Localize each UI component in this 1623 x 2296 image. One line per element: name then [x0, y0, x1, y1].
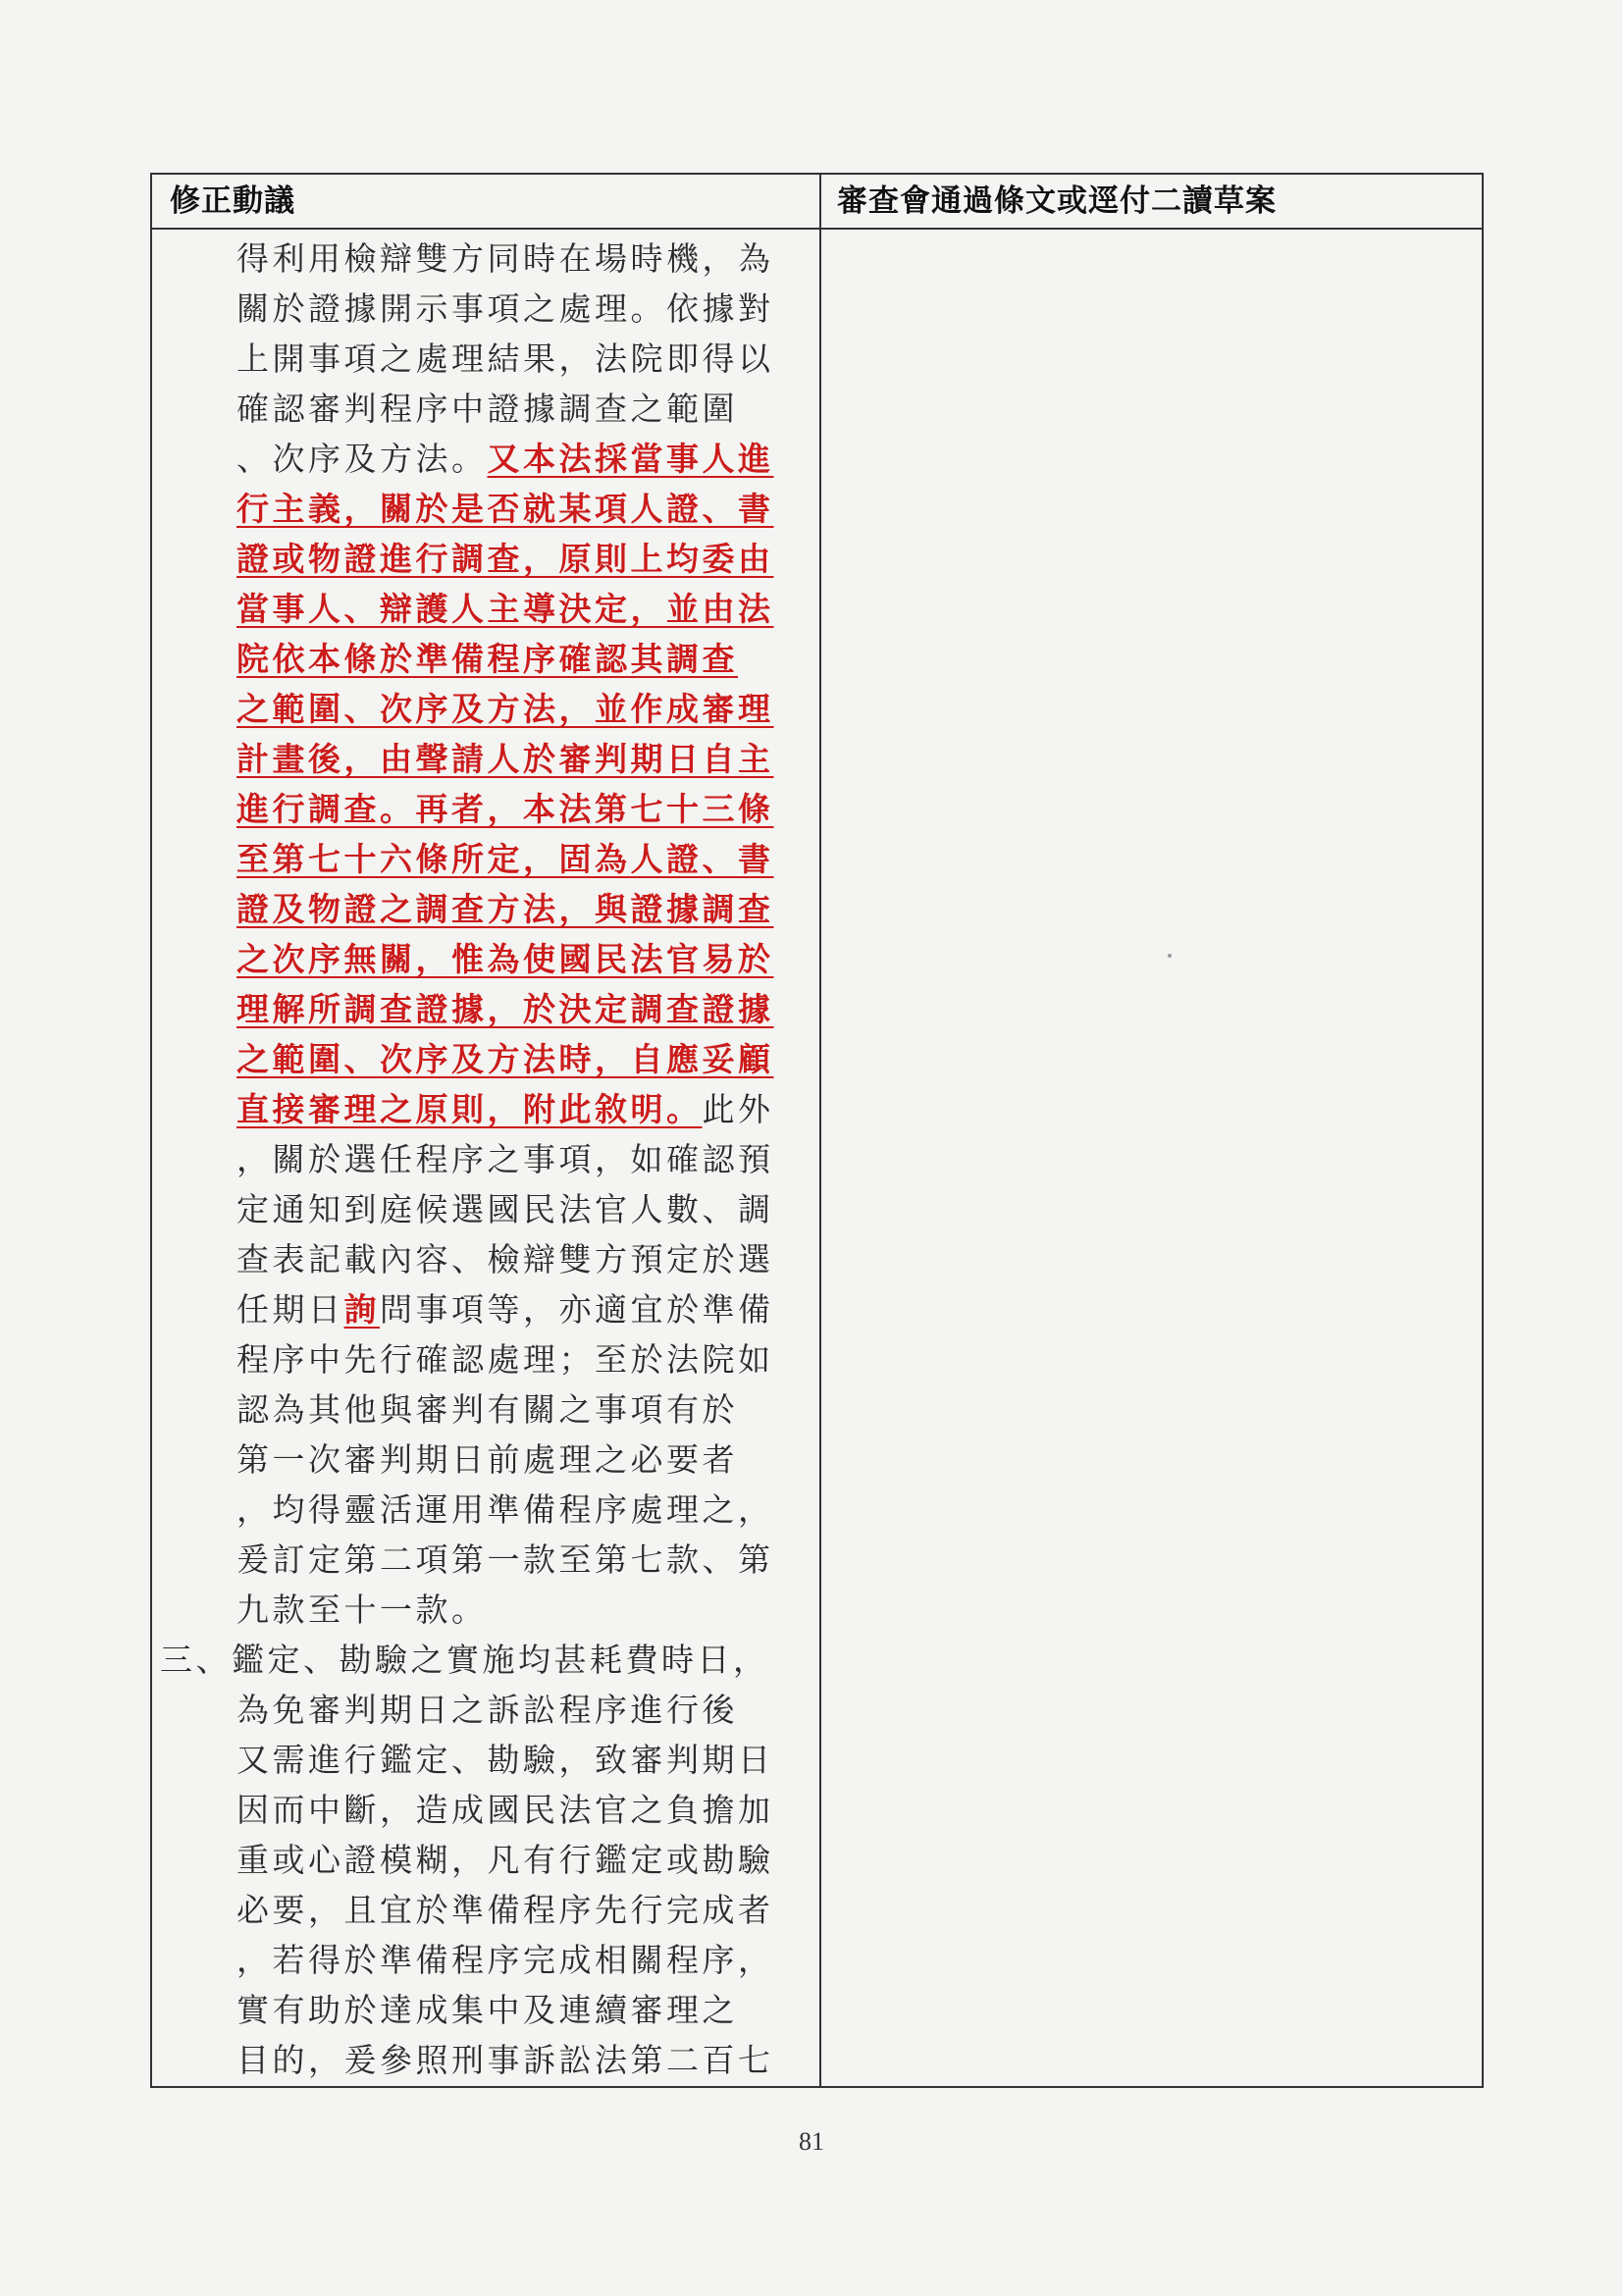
text-segment: 查表記載內容、檢辯雙方預定於選 — [236, 1240, 774, 1278]
highlighted-text: 行主義，關於是否就某項人證、書 — [236, 490, 774, 528]
text-line — [152, 1585, 817, 1635]
text-segment: 、次序及方法。 — [236, 440, 488, 478]
column-divider — [819, 175, 821, 2086]
header-amendment-motion: 修正動議 — [170, 183, 295, 219]
header-committee-text: 審查會通過條文或逕付二讀草案 — [837, 183, 1277, 219]
highlighted-text: 又本法採當事人進 — [487, 440, 774, 478]
highlighted-text: 當事人、辯護人主導決定，並由法 — [236, 590, 774, 628]
table-header-row — [152, 175, 1482, 230]
highlighted-text: 之範圍、次序及方法時，自應妥顧 — [236, 1040, 774, 1078]
text-line — [152, 1384, 817, 1435]
text-line — [152, 884, 817, 934]
highlighted-text: 證或物證進行調查，原則上均委由 — [236, 540, 774, 578]
text-segment: 重或心證模糊，凡有行鑑定或勘驗 — [236, 1841, 774, 1879]
text-line — [152, 1184, 817, 1234]
text-line — [152, 1635, 817, 1685]
highlighted-text: 直接審理之原則，附此敘明。 — [236, 1090, 703, 1128]
text-line — [152, 1084, 817, 1134]
highlighted-text: 理解所調查證據，於決定調查證據 — [236, 990, 774, 1028]
highlighted-text: 證及物證之調查方法，與證據調查 — [236, 890, 774, 928]
highlighted-text: 計畫後，由聲請人於審判期日自主 — [236, 740, 774, 778]
text-line — [152, 1134, 817, 1184]
text-segment: ，關於選任程序之事項，如確認預 — [236, 1140, 774, 1178]
text-segment: ，若得於準備程序完成相關程序， — [236, 1941, 774, 1979]
text-line — [152, 2035, 817, 2085]
text-line — [152, 584, 817, 634]
text-line — [152, 784, 817, 834]
text-segment: 程序中先行確認處理；至於法院如 — [236, 1340, 774, 1379]
text-line — [152, 1835, 817, 1885]
text-line — [152, 1935, 817, 1985]
highlighted-text: 之範圍、次序及方法，並作成審理 — [236, 690, 774, 728]
text-line — [152, 1735, 817, 1785]
text-line — [152, 1234, 817, 1284]
highlighted-text: 詢 — [343, 1290, 380, 1329]
highlighted-text: 至第七十六條所定，固為人證、書 — [236, 840, 774, 878]
text-line — [152, 1034, 817, 1084]
text-line — [152, 234, 817, 284]
text-segment: 為免審判期日之訴訟程序進行後 — [236, 1691, 738, 1729]
text-segment: 此外 — [702, 1090, 774, 1128]
text-line — [152, 1985, 817, 2035]
text-line — [152, 334, 817, 384]
text-segment: 九款至十一款。 — [236, 1591, 488, 1629]
page-number: 81 — [799, 2127, 824, 2156]
amendment-text-cell — [152, 234, 817, 2085]
text-line — [152, 934, 817, 984]
text-segment: 實有助於達成集中及連續審理之 — [236, 1991, 738, 2029]
text-segment: 上開事項之處理結果，法院即得以 — [236, 339, 774, 378]
text-segment: ，均得靈活運用準備程序處理之， — [236, 1490, 774, 1529]
text-segment: 確認審判程序中證據調查之範圍 — [236, 390, 738, 428]
text-segment: 認為其他與審判有關之事項有於 — [236, 1390, 738, 1429]
text-segment: 問事項等，亦適宜於準備 — [380, 1290, 774, 1329]
highlighted-text: 進行調查。再者，本法第七十三條 — [236, 790, 774, 828]
text-line — [152, 534, 817, 584]
text-line — [152, 684, 817, 734]
text-line — [152, 1334, 817, 1384]
highlighted-text: 之次序無關，惟為使國民法官易於 — [236, 940, 774, 978]
text-segment: 第一次審判期日前處理之必要者 — [236, 1440, 738, 1479]
text-segment: 任期日 — [236, 1290, 344, 1329]
text-segment: 必要，且宜於準備程序先行完成者 — [236, 1891, 774, 1929]
text-line — [152, 634, 817, 684]
text-line — [152, 1685, 817, 1735]
text-segment: 目的，爰參照刑事訴訟法第二百七 — [236, 2041, 774, 2079]
text-line — [152, 434, 817, 484]
text-line — [152, 284, 817, 334]
text-line — [152, 984, 817, 1034]
text-line — [152, 1435, 817, 1485]
text-segment: 關於證據開示事項之處理。依據對 — [236, 289, 774, 328]
text-line — [152, 734, 817, 784]
highlighted-text: 院依本條於準備程序確認其調查 — [236, 640, 738, 678]
text-line — [152, 1785, 817, 1835]
comparison-table — [150, 173, 1484, 2088]
text-segment: 爰訂定第二項第一款至第七款、第 — [236, 1540, 774, 1579]
text-segment: 定通知到庭候選國民法官人數、調 — [236, 1190, 774, 1228]
text-line — [152, 834, 817, 884]
text-line — [152, 1885, 817, 1935]
text-line — [152, 1284, 817, 1334]
text-line — [152, 384, 817, 434]
scan-speck — [1168, 954, 1172, 958]
text-line — [152, 484, 817, 534]
text-segment: 得利用檢辯雙方同時在場時機，為 — [236, 239, 774, 278]
text-segment: 又需進行鑑定、勘驗，致審判期日 — [236, 1741, 774, 1779]
text-line — [152, 1485, 817, 1535]
text-line — [152, 1535, 817, 1585]
text-segment: 三、鑑定、勘驗之實施均甚耗費時日， — [160, 1641, 769, 1679]
text-segment: 因而中斷，造成國民法官之負擔加 — [236, 1791, 774, 1829]
